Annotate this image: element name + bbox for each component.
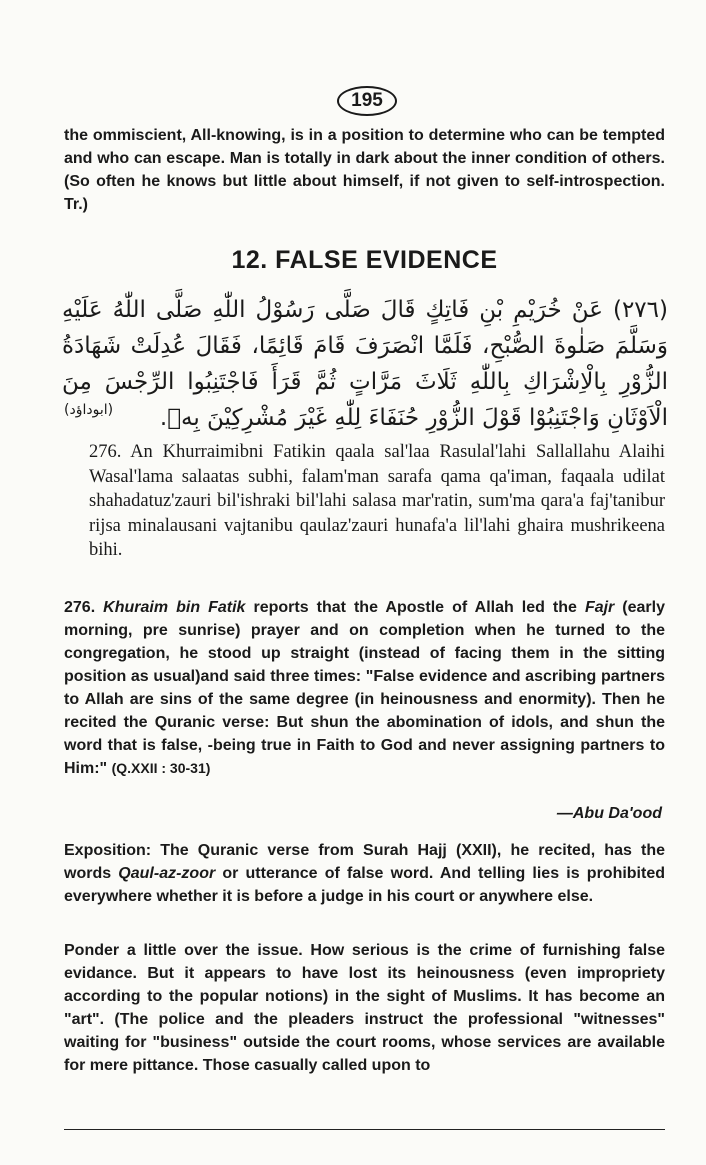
exposition-text-1: The Quranic verse from Surah Hajj	[151, 842, 456, 859]
section-heading: 12. FALSE EVIDENCE	[231, 246, 498, 274]
arabic-hadith-text: (٢٧٦) عَنْ خُرَيْمِ بْنِ فَاتِكٍ قَالَ صَلَّى رَسُوْلُ اللّٰهِ صَلَّى اللّٰهُ عَلَيْهِ وَسَلَّمَ صَلٰوةَ الصُّبْحِ، فَلَمَّا انْصَرَفَ قَامَ قَائِمًا، فَقَالَ عُدِلَتْ شَهَادَةُ الزُّوْرِ بِالْاِشْرَاكِ بِاللّٰهِ ثَلَاثَ مَرَّاتٍ ثُمَّ قَرَأَ فَاجْتَنِبُوا الرِّجْسَ مِنَ الْاَوْثَانِ وَاجْتَنِبُوْا قَوْلَ الزُّوْرِ حُنَفَاءَ لِلّٰهِ غَيْرَ مُشْرِكِيْنَ بِهٖ.	[62, 297, 668, 431]
page-bottom-rule	[64, 1129, 665, 1130]
ponder-paragraph: Ponder a little over the issue. How serious is the crime of furnishing false evidance. But it appears to have lost its heinousness (even impropriety according to the popular notions) in the sight of Muslims. It has become an "art". (The police and the pleaders instruct the professional "witnesses" waiting for "business" outside the court rooms, whose services are available for mere pittance. Those casually called upon to	[64, 942, 665, 1074]
surah-reference: (XXII)	[455, 842, 497, 859]
narration-paragraph	[64, 596, 665, 780]
narration-text-1: reports that the Apostle of Allah led the	[245, 599, 585, 616]
narration-text-2: (early morning, pre sunrise) prayer and on completion when he turned to the congregation, he stood up straight (instead of facing them in the sitting position as usual)and said three times: "False evidence and ascribing partners to Allah are sins of the same degree (in heinousness and enormity). Then he recited the Quranic verse: But shun the abomination of idols, and shun the word that is false, -being true in Faith to God and never assigning partners to Him:"	[64, 599, 665, 777]
transliteration-paragraph: 276. An Khurraimibni Fatikin qaala sal'laa Rasulal'lahi Sallallahu Alaihi Wasal'lama salaatas subhi, falam'man sarafa qama qa'iman, faqaala udilat shahadatuz'zauri bil'ishraki bil'lahi salasa mar'ratin, sum'ma qara'a faj'tanibur rijsa minalausani vajtanibu qaulaz'zauri hunafa'a lil'lahi ghaira mushrikeena bihi.	[89, 442, 665, 561]
exposition-text-2: , he recited, has the words	[64, 842, 665, 882]
exposition-paragraph	[64, 839, 665, 908]
arabic-source: (ابوداؤد)	[64, 402, 114, 418]
hadith-source: —Abu Da'ood	[556, 805, 662, 822]
page-number: 195	[337, 86, 397, 116]
exposition-text-3: or utterance of false word. And telling lies is prohibited everywhere whether it is before a judge in his court or anywhere else.	[64, 865, 666, 905]
quran-reference: (Q.XXII : 30-31)	[111, 760, 211, 776]
exposition-label: Exposition:	[64, 842, 152, 859]
narrator-name: Khuraim bin Fatik	[103, 599, 246, 616]
qaul-az-zoor-term: Qaul-az-zoor	[118, 865, 216, 882]
fajr-term: Fajr	[584, 599, 615, 616]
narration-number: 276.	[64, 599, 96, 616]
intro-paragraph: the ommiscient, All-knowing, is in a position to determine who can be tempted and who can escape. Man is totally in dark about the inner condition of others. (So often he knows but little about himself, if not given to self-introspection. Tr.)	[64, 127, 665, 213]
